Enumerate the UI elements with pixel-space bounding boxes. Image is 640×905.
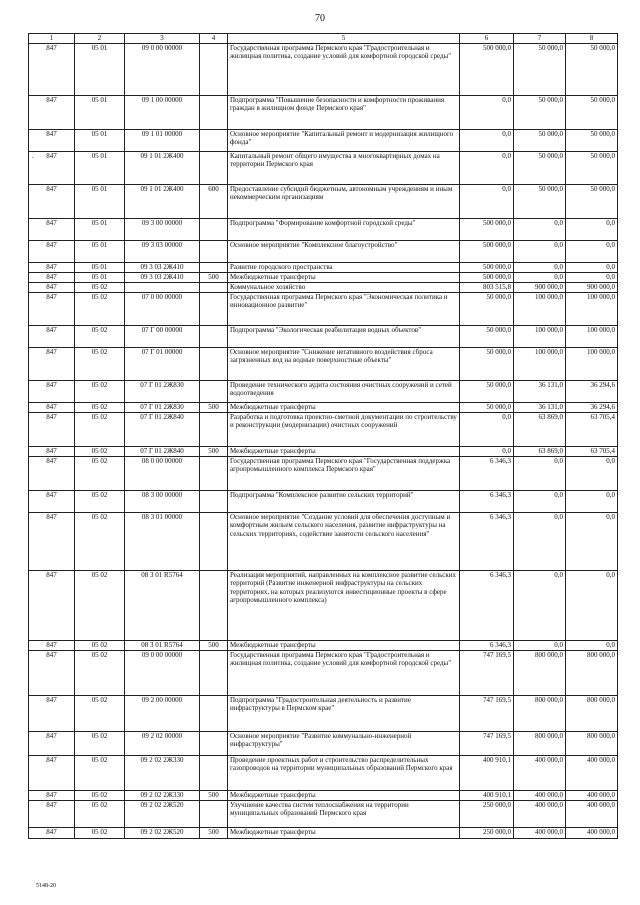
description-cell: Государственная программа Пермского края "Градостроительная и жилищная политика, создание условий для комфортной городской среды" [228,43,460,95]
admin-code-cell: 847 [29,490,75,512]
amount-year3-cell: 63 705,4 [566,412,618,446]
expense-type-cell [200,456,228,490]
section-code-cell: 05 02 [75,402,125,412]
description-cell: Подпрограмма "Формирование комфортной городской среды" [228,218,460,240]
admin-code-cell: 847 [29,282,75,292]
amount-year1-cell: 0,0 [460,446,514,456]
amount-year3-cell: 800 000,0 [566,650,618,695]
admin-code-cell: 847 [29,95,75,129]
target-article-cell: 09 3 03 00000 [125,240,200,262]
amount-year3-cell: 400 000,0 [566,827,618,838]
amount-year1-cell: 50 000,0 [460,402,514,412]
amount-year2-cell: 36 131,0 [514,380,566,402]
expense-type-cell: 500 [200,446,228,456]
expense-type-cell [200,512,228,570]
description-cell: Государственная программа Пермского края "Градостроительная и жилищная политика, создание условий для комфортной городской среды" [228,650,460,695]
amount-year2-cell: 50 000,0 [514,151,566,184]
target-article-cell: 08 3 01 R5764 [125,640,200,650]
column-header: 1 [29,34,75,44]
section-code-cell: 05 02 [75,755,125,790]
amount-year1-cell: 0,0 [460,184,514,218]
description-cell: Подпрограмма "Градостроительная деятельность и развитие инфраструктуры в Пермском крае" [228,695,460,731]
table-row [29,755,618,790]
admin-code-cell: 847 [29,412,75,446]
section-code-cell: 05 02 [75,347,125,380]
table-row [29,800,618,827]
admin-code-cell: 847 [29,456,75,490]
section-code-cell: 05 02 [75,570,125,640]
target-article-cell: 07 Г 01 2Ж830 [125,380,200,402]
section-code-cell: 05 02 [75,412,125,446]
expense-type-cell: 500 [200,790,228,800]
table-row [29,43,618,95]
target-article-cell: 09 2 02 2Ж330 [125,790,200,800]
target-article-cell: 09 3 00 00000 [125,218,200,240]
admin-code-cell: 847 [29,570,75,640]
amount-year1-cell: 803 515,8 [460,282,514,292]
amount-year3-cell: 800 000,0 [566,695,618,731]
amount-year1-cell: 500 000,0 [460,43,514,95]
column-header: 5 [228,34,460,44]
description-cell: Улучшение качества систем теплоснабжения на территории муниципальных образований Пермского края [228,800,460,827]
amount-year1-cell: 747 169,5 [460,650,514,695]
description-cell: Межбюджетные трансферты [228,827,460,838]
table-row [29,570,618,640]
table-row [29,402,618,412]
amount-year1-cell: 50 000,0 [460,347,514,380]
section-code-cell: 05 02 [75,650,125,695]
expense-type-cell: 500 [200,402,228,412]
expense-type-cell: 500 [200,827,228,838]
amount-year3-cell: 400 000,0 [566,755,618,790]
target-article-cell: 09 1 01 2Ж400 [125,151,200,184]
amount-year2-cell: 36 131,0 [514,402,566,412]
expense-type-cell [200,325,228,347]
description-cell: Коммунальное хозяйство [228,282,460,292]
section-code-cell: 05 02 [75,512,125,570]
table-row [29,325,618,347]
description-cell: Подпрограмма "Экологическая реабилитация водных объектов" [228,325,460,347]
table-row [29,262,618,272]
description-cell: Межбюджетные трансферты [228,402,460,412]
expense-type-cell: 500 [200,272,228,282]
admin-code-cell: 847 [29,380,75,402]
amount-year2-cell: 0,0 [514,456,566,490]
expense-type-cell [200,490,228,512]
admin-code-cell: 847 [29,731,75,755]
target-article-cell: 09 2 00 00000 [125,695,200,731]
table-row [29,827,618,838]
admin-code-cell: 847 [29,292,75,325]
description-cell: Разработка и подготовка проектно-сметной документации по строительству и реконструкции (модернизации) очистных сооружений [228,412,460,446]
amount-year2-cell: 100 000,0 [514,292,566,325]
amount-year1-cell: 0,0 [460,95,514,129]
table-row [29,282,618,292]
expense-type-cell [200,262,228,272]
amount-year2-cell: 900 000,0 [514,282,566,292]
section-code-cell: 05 02 [75,380,125,402]
amount-year2-cell: 0,0 [514,240,566,262]
column-header: 2 [75,34,125,44]
table-row [29,380,618,402]
admin-code-cell: 847 [29,184,75,218]
admin-code-cell: 847 [29,218,75,240]
admin-code-cell: 847 [29,240,75,262]
footer-code: 5148-20 [36,883,56,889]
amount-year2-cell: 800 000,0 [514,695,566,731]
section-code-cell: 05 02 [75,490,125,512]
amount-year3-cell: 0,0 [566,262,618,272]
amount-year3-cell: 50 000,0 [566,151,618,184]
admin-code-cell [29,151,75,184]
section-code-cell: 05 02 [75,800,125,827]
amount-year3-cell: 400 000,0 [566,790,618,800]
column-header: 7 [514,34,566,44]
table-row [29,650,618,695]
expense-type-cell [200,695,228,731]
amount-year3-cell: 36 294,6 [566,402,618,412]
table-row [29,731,618,755]
section-code-cell: 05 02 [75,827,125,838]
expense-type-cell [200,800,228,827]
expense-type-cell [200,731,228,755]
amount-year1-cell: 500 000,0 [460,262,514,272]
expense-type-cell [200,43,228,95]
description-cell: Проведение технического аудита состояния очистных сооружений и сетей водоотведения [228,380,460,402]
amount-year2-cell: 400 000,0 [514,755,566,790]
amount-year3-cell: 800 000,0 [566,731,618,755]
section-code-cell: 05 01 [75,218,125,240]
amount-year2-cell: 50 000,0 [514,129,566,151]
stray-mark: . [32,151,34,160]
description-cell: Основное мероприятие "Развитие коммунально-инженерной инфраструктуры" [228,731,460,755]
amount-year2-cell: 63 869,0 [514,412,566,446]
column-header: 6 [460,34,514,44]
expense-type-cell [200,151,228,184]
expense-type-cell [200,95,228,129]
amount-year3-cell: 0,0 [566,570,618,640]
amount-year1-cell: 500 000,0 [460,240,514,262]
description-cell: Капитальный ремонт общего имущества в многоквартирных домах на территории Пермского края [228,151,460,184]
expense-type-cell [200,129,228,151]
target-article-cell: 09 3 03 2Ж410 [125,272,200,282]
admin-code-cell: 847 [29,755,75,790]
amount-year2-cell: 400 000,0 [514,827,566,838]
expense-type-cell [200,292,228,325]
admin-code-cell: 847 [29,695,75,731]
admin-code-cell: 847 [29,800,75,827]
section-code-cell: 05 01 [75,129,125,151]
table-row [29,272,618,282]
description-cell: Основное мероприятие "Капитальный ремонт и модернизация жилищного фонда" [228,129,460,151]
description-cell: Подпрограмма "Повышение безопасности и комфортности проживания граждан в жилищном фонде Пермского края" [228,95,460,129]
cell-text: 847 [46,151,57,160]
table-row [29,695,618,731]
amount-year2-cell: 50 000,0 [514,184,566,218]
amount-year1-cell: 50 000,0 [460,292,514,325]
description-cell: Основное мероприятие "Комплексное благоустройство" [228,240,460,262]
amount-year2-cell: 0,0 [514,272,566,282]
section-code-cell: 05 01 [75,95,125,129]
amount-year1-cell: 50 000,0 [460,380,514,402]
column-header: 4 [200,34,228,44]
description-cell: Межбюджетные трансферты [228,640,460,650]
amount-year1-cell: 6 346,3 [460,570,514,640]
expense-type-cell [200,650,228,695]
amount-year2-cell: 0,0 [514,218,566,240]
amount-year1-cell: 250 000,0 [460,827,514,838]
amount-year3-cell: 100 000,0 [566,347,618,380]
expense-type-cell [200,570,228,640]
description-cell: Проведение проектных работ и строительство распределительных газопроводов на территории муниципальных образований Пермского края [228,755,460,790]
section-code-cell: 05 02 [75,292,125,325]
target-article-cell: 09 2 02 2Ж330 [125,755,200,790]
expense-type-cell: 600 [200,184,228,218]
expense-type-cell [200,218,228,240]
target-article-cell: 09 0 00 00000 [125,43,200,95]
description-cell: Межбюджетные трансферты [228,272,460,282]
amount-year2-cell: 0,0 [514,262,566,272]
amount-year1-cell: 400 910,1 [460,790,514,800]
amount-year2-cell: 50 000,0 [514,43,566,95]
target-article-cell: 07 Г 01 2Ж840 [125,412,200,446]
admin-code-cell: 847 [29,640,75,650]
description-cell: Подпрограмма "Комплексное развитие сельских территорий" [228,490,460,512]
amount-year1-cell: 6 346,3 [460,512,514,570]
target-article-cell: 08 3 01 00000 [125,512,200,570]
expense-type-cell [200,282,228,292]
amount-year1-cell: 250 000,0 [460,800,514,827]
amount-year1-cell: 747 169,5 [460,731,514,755]
amount-year1-cell: 500 000,0 [460,218,514,240]
admin-code-cell: 847 [29,129,75,151]
expense-type-cell [200,380,228,402]
amount-year1-cell: 6 346,3 [460,640,514,650]
amount-year3-cell: 900 000,0 [566,282,618,292]
target-article-cell: 08 3 00 00000 [125,490,200,512]
column-header: 3 [125,34,200,44]
table-header-row [29,34,618,44]
section-code-cell: 05 02 [75,695,125,731]
amount-year3-cell: 63 705,4 [566,446,618,456]
table-row [29,512,618,570]
amount-year3-cell: 50 000,0 [566,43,618,95]
admin-code-cell: 847 [29,650,75,695]
description-cell: Развитие городского пространства [228,262,460,272]
section-code-cell: 05 01 [75,272,125,282]
amount-year3-cell: 0,0 [566,456,618,490]
admin-code-cell: 847 [29,446,75,456]
table-row [29,640,618,650]
amount-year3-cell: 0,0 [566,240,618,262]
table-row [29,95,618,129]
target-article-cell: 09 2 02 2Ж520 [125,827,200,838]
section-code-cell: 05 02 [75,640,125,650]
table-body [29,34,618,839]
target-article-cell [125,282,200,292]
section-code-cell: 05 01 [75,151,125,184]
admin-code-cell: 847 [29,325,75,347]
amount-year2-cell: 800 000,0 [514,731,566,755]
target-article-cell: 07 Г 01 2Ж830 [125,402,200,412]
admin-code-cell: 847 [29,790,75,800]
admin-code-cell: 847 [29,402,75,412]
expense-type-cell [200,240,228,262]
description-cell: Основное мероприятие "Снижение негативного воздействия сброса загрязненных вод на водные поверхностные объекты" [228,347,460,380]
amount-year1-cell: 0,0 [460,129,514,151]
amount-year1-cell: 50 000,0 [460,325,514,347]
table-row [29,446,618,456]
admin-code-cell: 847 [29,827,75,838]
target-article-cell: 07 0 00 00000 [125,292,200,325]
target-article-cell: 09 1 01 2Ж400 [125,184,200,218]
table-row [29,412,618,446]
target-article-cell: 07 Г 01 2Ж840 [125,446,200,456]
amount-year1-cell: 500 000,0 [460,272,514,282]
amount-year3-cell: 100 000,0 [566,325,618,347]
amount-year3-cell: 36 294,6 [566,380,618,402]
amount-year1-cell: 6 346,3 [460,456,514,490]
table-row [29,218,618,240]
table-row [29,151,618,184]
section-code-cell: 05 02 [75,325,125,347]
target-article-cell: 09 0 00 00000 [125,650,200,695]
amount-year1-cell: 0,0 [460,151,514,184]
expense-type-cell: 500 [200,640,228,650]
target-article-cell: 07 Г 01 00000 [125,347,200,380]
description-cell: Государственная программа Пермского края "Экономическая политика и инновационное развитие" [228,292,460,325]
amount-year3-cell: 50 000,0 [566,95,618,129]
amount-year3-cell: 0,0 [566,512,618,570]
target-article-cell: 09 2 02 2Ж520 [125,800,200,827]
amount-year1-cell: 747 169,5 [460,695,514,731]
amount-year1-cell: 6 346,3 [460,490,514,512]
description-cell: Межбюджетные трансферты [228,790,460,800]
column-header: 8 [566,34,618,44]
target-article-cell: 09 2 02 00000 [125,731,200,755]
admin-code-cell: 847 [29,347,75,380]
admin-code-cell: 847 [29,512,75,570]
amount-year2-cell: 0,0 [514,512,566,570]
table-row [29,184,618,218]
target-article-cell: 09 3 03 2Ж410 [125,262,200,272]
section-code-cell: 05 01 [75,184,125,218]
target-article-cell: 08 0 00 00000 [125,456,200,490]
table-row [29,456,618,490]
description-cell: Предоставление субсидий бюджетным, автономным учреждениям и иным некоммерческим организациям [228,184,460,218]
amount-year3-cell: 0,0 [566,640,618,650]
amount-year2-cell: 400 000,0 [514,800,566,827]
amount-year2-cell: 100 000,0 [514,347,566,380]
amount-year2-cell: 0,0 [514,640,566,650]
amount-year3-cell: 100 000,0 [566,292,618,325]
expense-type-cell [200,412,228,446]
admin-code-cell: 847 [29,262,75,272]
amount-year3-cell: 0,0 [566,490,618,512]
target-article-cell: 09 1 01 00000 [125,129,200,151]
description-cell: Основное мероприятие "Создание условий для обеспечения доступным и комфортным жильем сельского населения, развитие инфраструктуры на сельских территориях, содействие занятости сельского населения" [228,512,460,570]
section-code-cell: 05 02 [75,446,125,456]
section-code-cell: 05 01 [75,262,125,272]
expense-type-cell [200,347,228,380]
section-code-cell: 05 01 [75,43,125,95]
description-cell: Межбюджетные трансферты [228,446,460,456]
table-row [29,790,618,800]
description-cell: Реализация мероприятий, направленных на комплексное развитие сельских территорий (Развитие инженерной инфраструктуры на сельских территориях, на которых реализуются инвестиционные проекты в сфере агропромышленного комплекса) [228,570,460,640]
amount-year3-cell: 0,0 [566,218,618,240]
amount-year2-cell: 400 000,0 [514,790,566,800]
table-row [29,240,618,262]
admin-code-cell: 847 [29,43,75,95]
section-code-cell: 05 02 [75,456,125,490]
table-row [29,490,618,512]
amount-year1-cell: 0,0 [460,412,514,446]
amount-year3-cell: 50 000,0 [566,129,618,151]
amount-year2-cell: 0,0 [514,570,566,640]
target-article-cell: 08 3 01 R5764 [125,570,200,640]
amount-year2-cell: 100 000,0 [514,325,566,347]
section-code-cell: 05 01 [75,240,125,262]
section-code-cell: 05 02 [75,731,125,755]
expense-type-cell [200,755,228,790]
table-row [29,292,618,325]
amount-year1-cell: 400 910,1 [460,755,514,790]
amount-year2-cell: 800 000,0 [514,650,566,695]
amount-year2-cell: 0,0 [514,490,566,512]
description-cell: Государственная программа Пермского края "Государственная поддержка агропромышленного комплекса Пермского края" [228,456,460,490]
amount-year3-cell: 400 000,0 [566,800,618,827]
amount-year3-cell: 0,0 [566,272,618,282]
target-article-cell: 09 1 00 00000 [125,95,200,129]
section-code-cell: 05 02 [75,790,125,800]
budget-table [28,33,618,839]
table-row [29,129,618,151]
target-article-cell: 07 Г 00 00000 [125,325,200,347]
table-row [29,347,618,380]
admin-code-cell: 847 [29,272,75,282]
section-code-cell: 05 02 [75,282,125,292]
amount-year2-cell: 50 000,0 [514,95,566,129]
amount-year2-cell: 63 869,0 [514,446,566,456]
page-number: 70 [315,13,325,24]
amount-year3-cell: 50 000,0 [566,184,618,218]
